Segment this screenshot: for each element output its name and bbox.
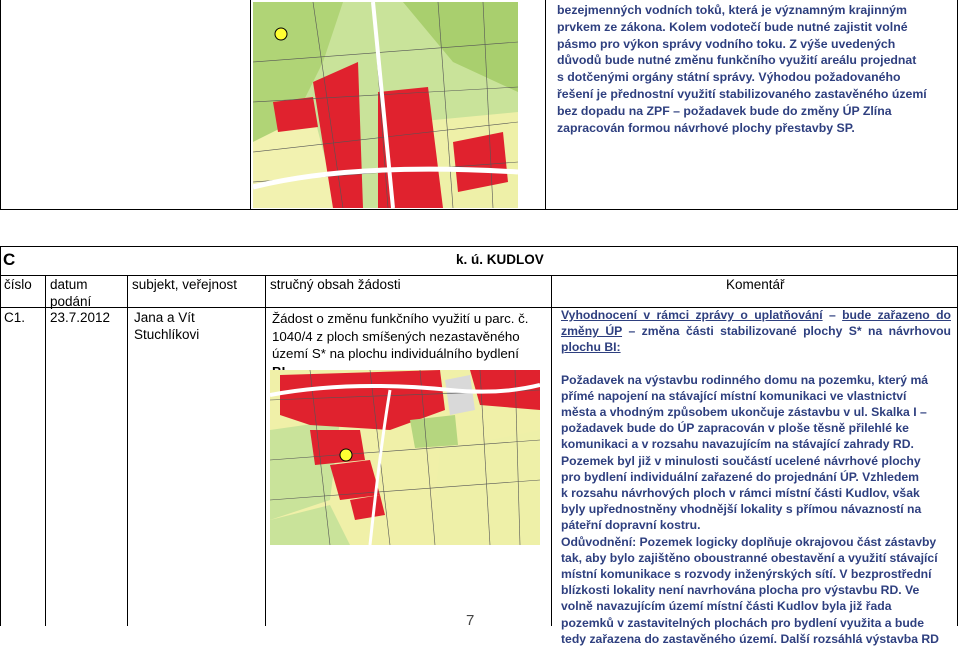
row-comment — [561, 307, 951, 647]
cadastral-map-top — [253, 2, 518, 208]
comment-line: tak, aby bylo zajištěno oboustranné obestavění a využití stávající — [561, 550, 938, 565]
comment-line: požadavek bude do ÚP zapracován v ploše těsně přilehlé ke — [561, 421, 909, 436]
row-subjekt-line1: Jana a Vít — [134, 310, 195, 325]
comment-line: bezejmenných vodních toků, která je významným krajinným — [557, 3, 907, 17]
header-datum — [50, 276, 91, 310]
comment-line: Odůvodnění: Pozemek logicky doplňuje okrajovou část zástavby — [561, 534, 937, 549]
request-line: Žádost o změnu funkčního využití u parc. č. — [272, 311, 529, 326]
comment-line: byly upřednostněny vhodnější lokality s přímou návazností na — [561, 502, 922, 517]
comment-line: města a vhodným způsobem ukončuje zástavbu v ul. Skalka I – — [561, 405, 927, 420]
comment-line: pro bydlení individuální zařazené do projednání ÚP. Vzhledem — [561, 469, 920, 484]
row-subjekt-line2: Stuchlíkovi — [134, 327, 200, 342]
header-subjekt: subjekt, veřejnost — [132, 277, 238, 292]
evaluation-target: změny ÚP — [561, 324, 623, 339]
comment-line: místní komunikace s rozvody inženýrských sítí. V bezprostřední — [561, 567, 932, 582]
comment-line: řešení je přednostní využití stabilizovaného zastavěného území — [557, 86, 927, 101]
comment-line: k rozsahu návrhových ploch v rámci místní části Kudlov, však — [561, 486, 920, 501]
comment-line: přímé napojení na stávající místní komunikaci ve vlastnictví — [561, 388, 907, 403]
comment-line: Požadavek na výstavbu rodinného domu na pozemku, který má — [561, 372, 929, 387]
cadastral-map-kudlov — [270, 370, 540, 545]
request-line: území S* na plochu individuálního bydlení — [272, 346, 519, 361]
header-cislo: číslo — [4, 277, 32, 292]
comment-line: volně navazujícím území místní části Kudlov byla již řada — [561, 599, 892, 614]
header-datum-line2: podání — [50, 294, 92, 309]
comment-line: blízkosti lokality není navrhována plocha pro výstavbu RD. Ve — [561, 583, 920, 598]
evaluation-dash: – — [822, 308, 843, 322]
header-datum-line1: datum — [50, 277, 88, 292]
evaluation — [561, 307, 951, 356]
row-subjekt — [134, 309, 199, 343]
comment-line: s dotčenými orgány státní správy. Výhodou požadovaného — [557, 70, 901, 85]
comment-line: zapracován formou návrhové plochy přestavby SP. — [557, 120, 855, 135]
request-line: 1040/4 z ploch smíšených nezastavěného — [272, 328, 520, 344]
comment-line: důvodů bude nutné změnu funkčního využití areálu projednat — [557, 53, 917, 68]
row-datum: 23.7.2012 — [50, 310, 111, 325]
header-komentar: Komentář — [726, 277, 785, 292]
comment-line: komunikaci a v rozsahu navazujícím na stávající zahrady RD. — [561, 437, 914, 452]
section-title: k. ú. KUDLOV — [456, 252, 544, 267]
comment-line: Pozemek byl již v minulosti součástí ucelené návrhové plochy — [561, 453, 921, 468]
comment-line: pozemků v zastavitelných plochách pro bydlení využita a bude — [561, 615, 925, 630]
comment-body — [561, 372, 951, 647]
comment-line: prvkem ze zákona. Kolem vodotečí bude nutné zajistit volné — [557, 19, 908, 34]
section-letter: C — [3, 250, 16, 269]
comment-line: tedy zařazena do zastavěného území. Další rozsáhlá výstavba RD — [561, 631, 939, 646]
page-number: 7 — [466, 612, 475, 629]
evaluation-plot: plochu BI: — [561, 340, 621, 355]
comment-line: bez dopadu na ZPF – požadavek bude do změny ÚP Zlína — [557, 103, 892, 118]
header-obsah: stručný obsah žádosti — [270, 277, 401, 292]
evaluation-result: bude zařazeno do — [842, 308, 951, 322]
evaluation-change: – změna části stabilizované plochy S* na návrhovou — [622, 324, 951, 339]
evaluation-lead: Vyhodnocení v rámci zprávy o uplatňování — [561, 308, 823, 322]
comment-line: páteřní dopravní kostru. — [561, 518, 701, 533]
row-cislo: C1. — [4, 310, 26, 325]
previous-comment — [557, 2, 953, 136]
comment-line: pásmo pro výkon správy vodního toku. Z výše uvedených — [557, 36, 896, 51]
